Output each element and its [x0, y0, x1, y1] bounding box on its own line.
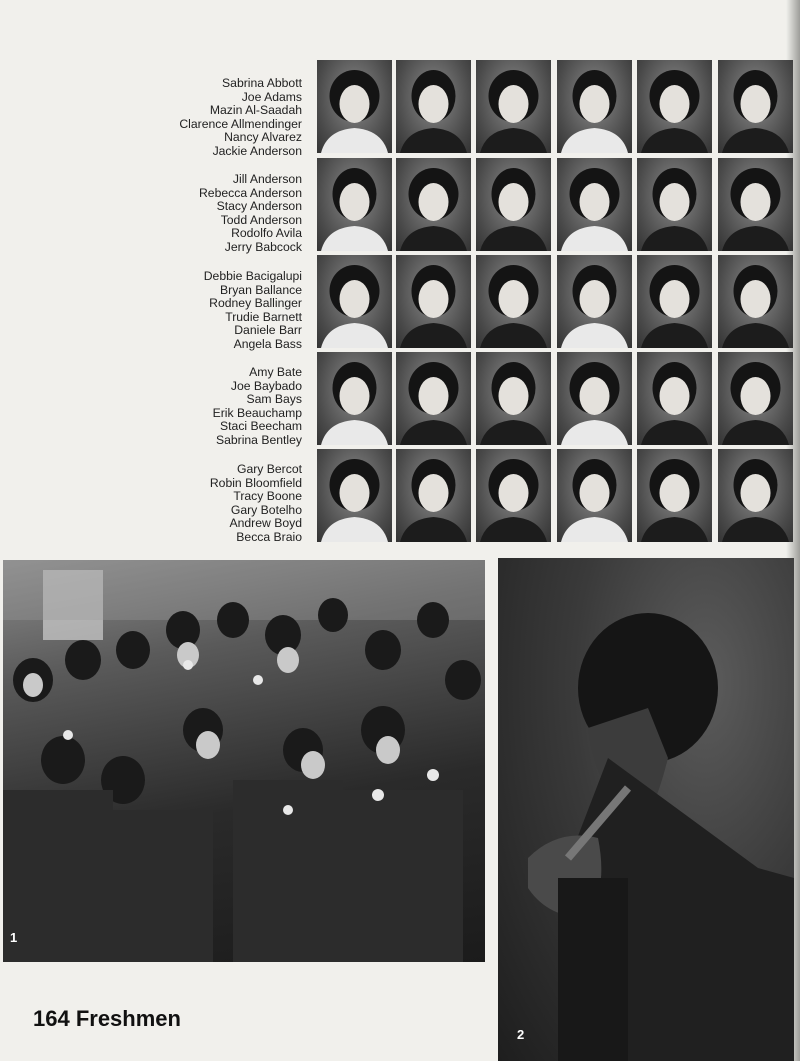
- student-portrait: [718, 158, 793, 251]
- student-name: Andrew Boyd: [229, 516, 302, 531]
- student-name: Sam Bays: [246, 392, 302, 407]
- student-portrait: [718, 255, 793, 348]
- student-name: Nancy Alvarez: [224, 130, 302, 145]
- portrait-silhouette: [396, 352, 471, 445]
- student-portrait: [317, 158, 392, 251]
- crowd-photo: [3, 560, 485, 962]
- student-portrait: [557, 158, 632, 251]
- portrait-silhouette: [637, 60, 712, 153]
- student-portrait: [396, 158, 471, 251]
- student-name: Joe Baybado: [230, 378, 302, 393]
- student-portrait: [476, 158, 551, 251]
- student-portrait: [718, 60, 793, 153]
- student-name: Trudie Barnett: [225, 309, 302, 324]
- student-portrait: [396, 60, 471, 153]
- student-portrait: [396, 449, 471, 542]
- portrait-silhouette: [317, 60, 392, 153]
- portrait-silhouette: [718, 158, 793, 251]
- student-portrait: [317, 255, 392, 348]
- portrait-silhouette: [637, 255, 712, 348]
- portrait-silhouette: [718, 60, 793, 153]
- portrait-silhouette: [476, 60, 551, 153]
- portrait-silhouette: [396, 158, 471, 251]
- portrait-silhouette: [718, 352, 793, 445]
- student-name: Mazin Al-Saadah: [209, 103, 302, 118]
- student-portrait: [396, 352, 471, 445]
- portrait-silhouette: [637, 449, 712, 542]
- student-name: Staci Beecham: [220, 419, 302, 434]
- student-portrait: [317, 449, 392, 542]
- name-list-row-5: [150, 463, 302, 545]
- student-portrait: [557, 449, 632, 542]
- student-name: Sabrina Abbott: [222, 76, 302, 90]
- student-portrait: [637, 449, 712, 542]
- student-name: Gary Botelho: [230, 502, 302, 517]
- student-name: Sabrina Bentley: [215, 432, 302, 447]
- student-portrait: [557, 255, 632, 348]
- portrait-silhouette: [317, 449, 392, 542]
- student-name: Bryan Ballance: [220, 282, 302, 297]
- student-name: Debbie Bacigalupi: [203, 269, 302, 283]
- portrait-silhouette: [476, 352, 551, 445]
- portrait-silhouette: [396, 60, 471, 153]
- student-name: Robin Bloomfield: [209, 475, 302, 490]
- student-name: Jackie Anderson: [212, 143, 302, 158]
- portrait-silhouette: [476, 255, 551, 348]
- musician-photo-image: [498, 558, 794, 1061]
- portrait-silhouette: [557, 352, 632, 445]
- student-name: Angela Bass: [233, 336, 302, 351]
- portrait-silhouette: [317, 158, 392, 251]
- student-name: Erik Beauchamp: [212, 405, 302, 420]
- name-list-row-4: [150, 366, 302, 448]
- name-list-row-1: [150, 77, 302, 159]
- portrait-silhouette: [557, 158, 632, 251]
- portrait-silhouette: [396, 255, 471, 348]
- portrait-silhouette: [557, 60, 632, 153]
- student-name: Becca Braio: [236, 529, 302, 544]
- student-name: Jerry Babcock: [224, 239, 302, 254]
- student-portrait: [718, 449, 793, 542]
- student-name: Clarence Allmendinger: [179, 116, 302, 131]
- student-portrait: [476, 60, 551, 153]
- photo-number-1: 1: [10, 930, 18, 945]
- student-name: Jill Anderson: [232, 172, 302, 186]
- student-portrait: [317, 60, 392, 153]
- portrait-silhouette: [637, 158, 712, 251]
- student-portrait: [637, 352, 712, 445]
- portrait-silhouette: [476, 449, 551, 542]
- portrait-silhouette: [557, 449, 632, 542]
- student-portrait: [718, 352, 793, 445]
- portrait-silhouette: [637, 352, 712, 445]
- student-portrait: [637, 60, 712, 153]
- student-portrait: [476, 352, 551, 445]
- student-name: Rebecca Anderson: [199, 185, 302, 200]
- portrait-silhouette: [557, 255, 632, 348]
- student-name: Tracy Boone: [233, 489, 302, 504]
- student-portrait: [317, 352, 392, 445]
- portrait-silhouette: [317, 255, 392, 348]
- student-name: Amy Bate: [249, 365, 302, 379]
- student-name: Joe Adams: [241, 89, 302, 104]
- student-name: Stacy Anderson: [216, 199, 302, 214]
- student-portrait: [557, 60, 632, 153]
- crowd-photo-image: [3, 560, 485, 962]
- portrait-silhouette: [718, 449, 793, 542]
- photo-number-2: 2: [517, 1027, 525, 1042]
- student-name: Rodolfo Avila: [231, 226, 302, 241]
- name-list-row-2: [150, 173, 302, 255]
- portrait-silhouette: [317, 352, 392, 445]
- student-portrait: [637, 158, 712, 251]
- student-portrait: [637, 255, 712, 348]
- student-name: Gary Bercot: [236, 462, 302, 476]
- portrait-silhouette: [718, 255, 793, 348]
- student-name: Todd Anderson: [220, 212, 302, 227]
- student-name: Daniele Barr: [234, 323, 302, 338]
- student-portrait: [557, 352, 632, 445]
- portrait-silhouette: [476, 158, 551, 251]
- musician-photo: [498, 558, 794, 1061]
- student-portrait: [476, 449, 551, 542]
- student-name: Rodney Ballinger: [209, 296, 302, 311]
- student-portrait: [396, 255, 471, 348]
- student-portrait: [476, 255, 551, 348]
- page-folio: 164 Freshmen: [33, 1006, 181, 1031]
- portrait-silhouette: [396, 449, 471, 542]
- name-list-row-3: [150, 270, 302, 352]
